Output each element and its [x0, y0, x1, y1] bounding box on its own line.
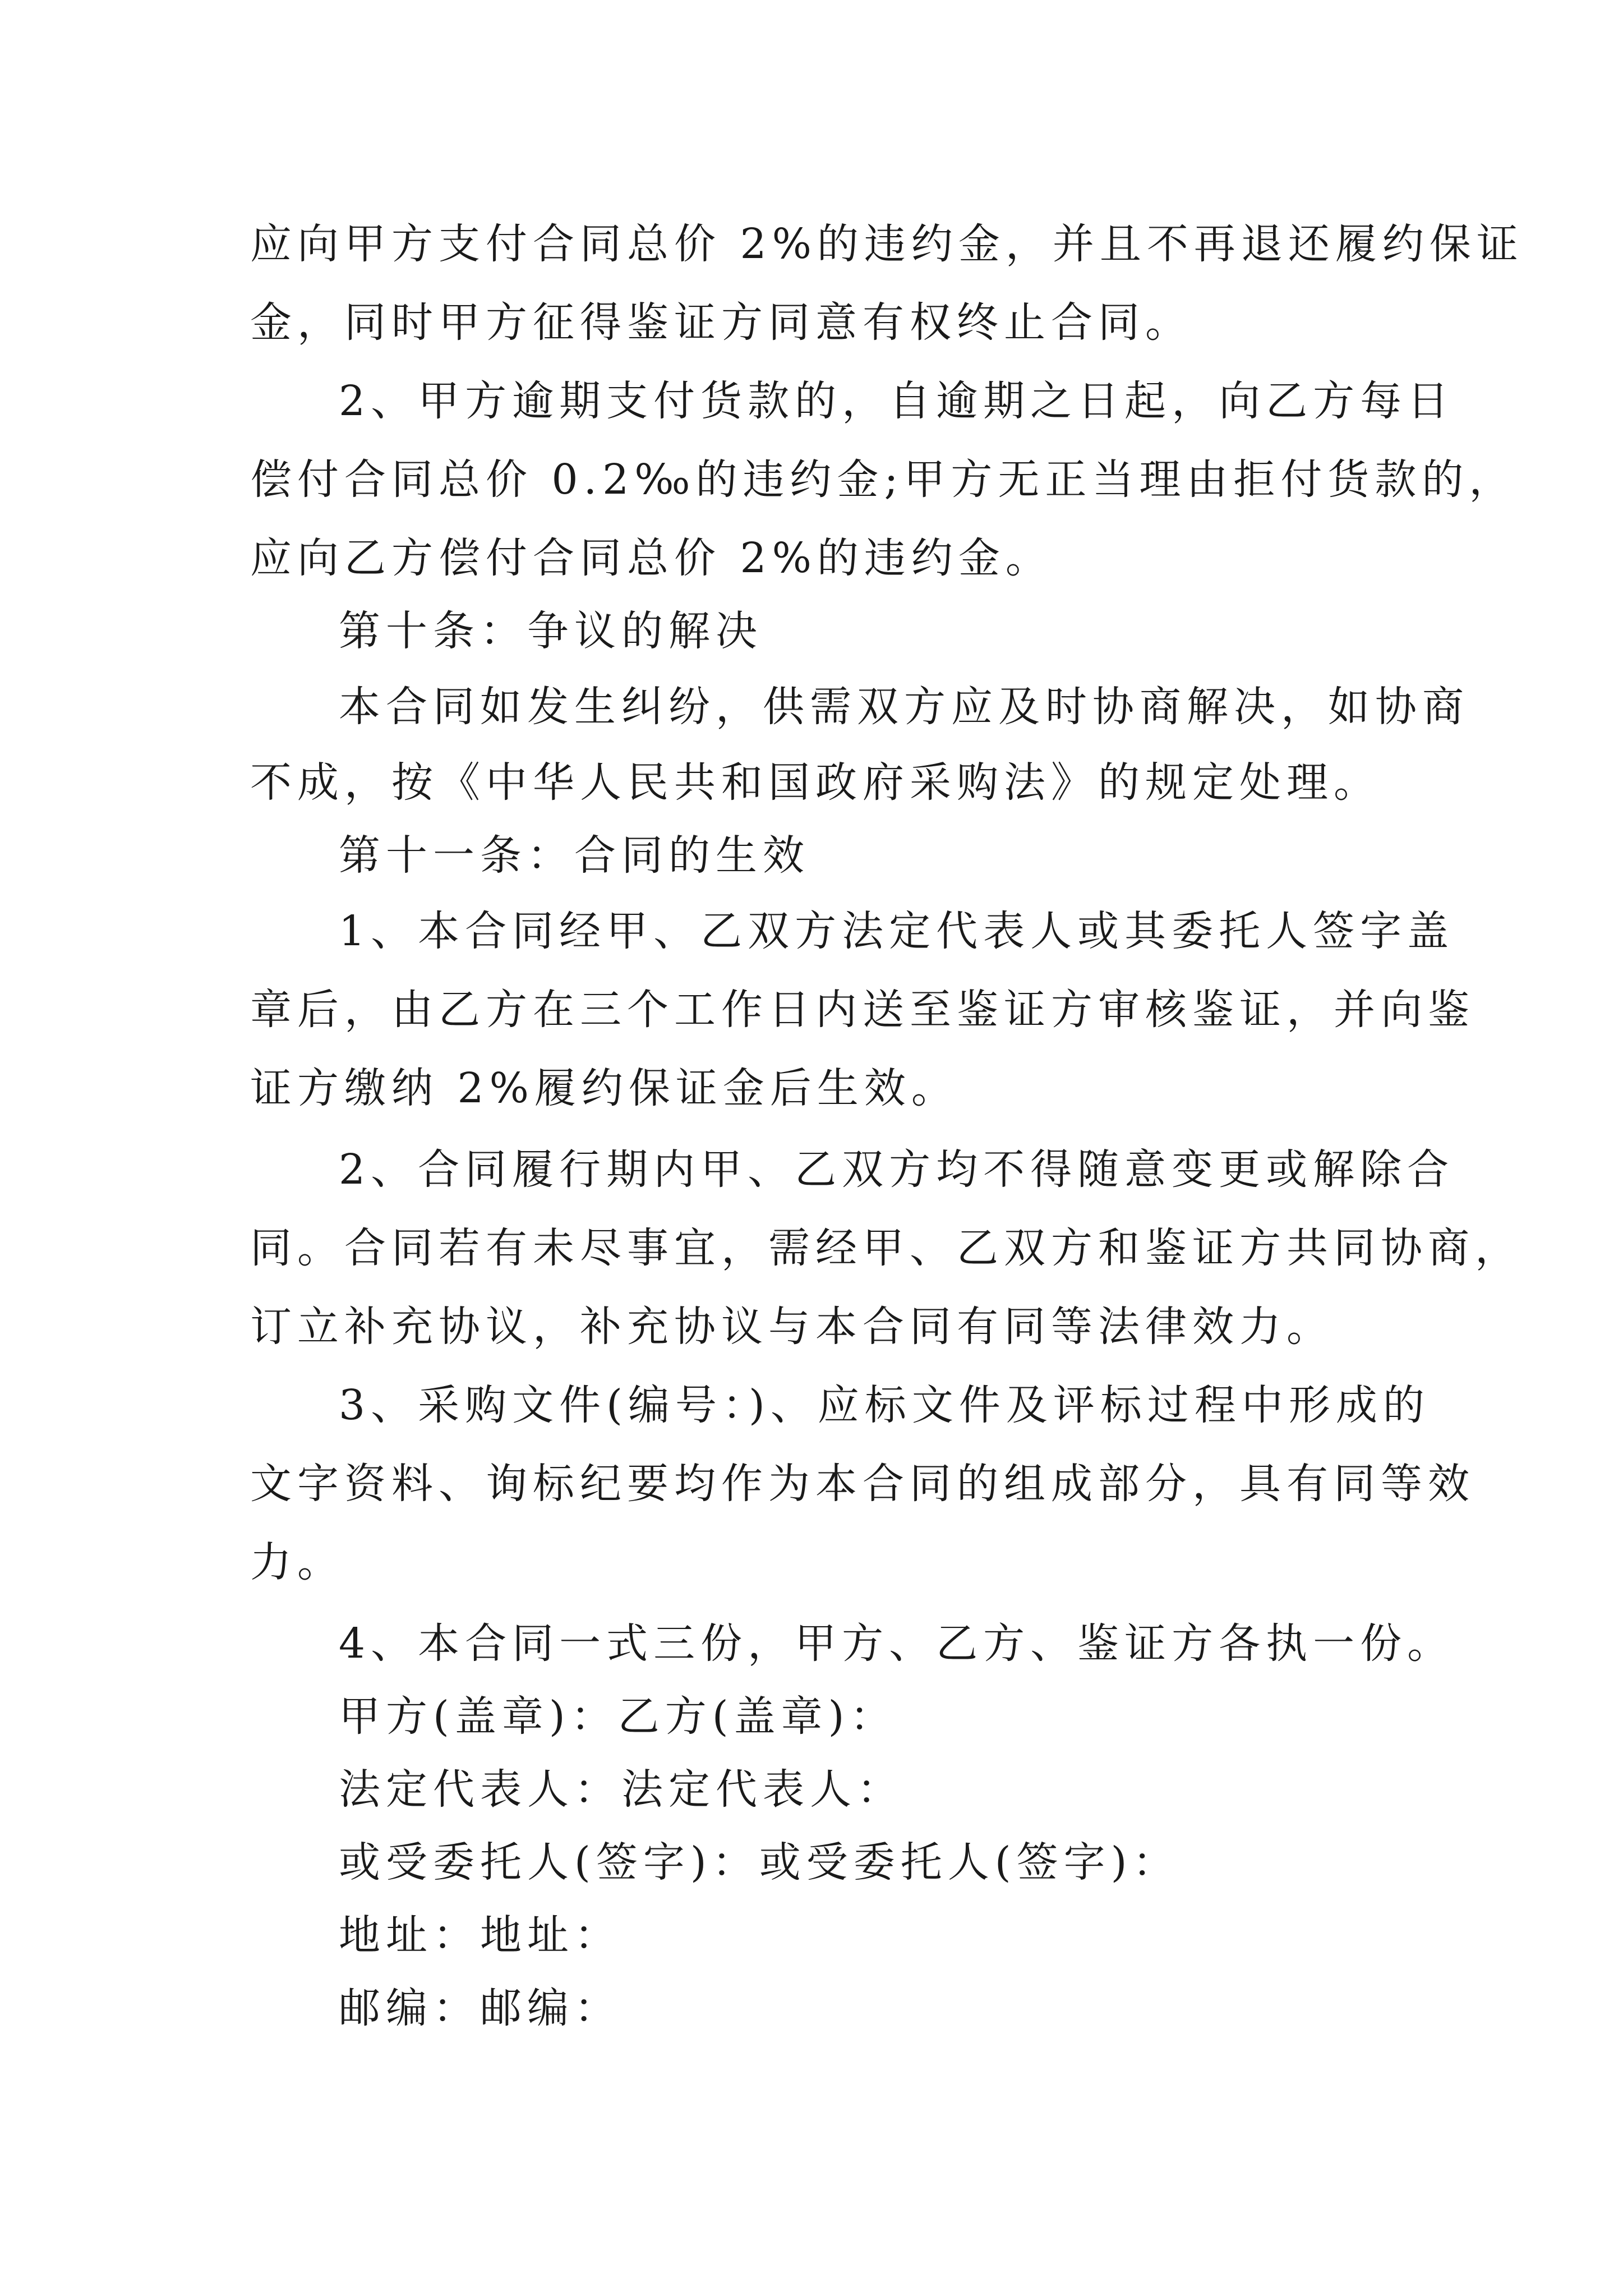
paragraph-line: 证方缴纳 2%履约保证金后生效。	[250, 1064, 958, 1112]
paragraph-line: 不成，按《中华人民共和国政府采购法》的规定处理。	[250, 758, 1381, 807]
paragraph-line: 金，同时甲方征得鉴证方同意有权终止合同。	[250, 298, 1192, 347]
section-heading: 第十一条：合同的生效	[339, 831, 810, 880]
paragraph-line: 4、本合同一式三份，甲方、乙方、鉴证方各执一份。	[339, 1619, 1455, 1668]
paragraph-line: 订立补充协议，补充协议与本合同有同等法律效力。	[250, 1303, 1334, 1351]
paragraph-line: 本合同如发生纠纷，供需双方应及时协商解决，如协商	[339, 683, 1469, 731]
signature-field: 法定代表人：法定代表人：	[339, 1765, 904, 1814]
address-field: 地址：地址：	[339, 1911, 621, 1959]
paragraph-line: 1、本合同经甲、乙双方法定代表人或其委托人签字盖	[339, 907, 1455, 955]
paragraph-line: 章后，由乙方在三个工作日内送至鉴证方审核鉴证，并向鉴	[250, 986, 1475, 1034]
paragraph-line: 3、采购文件(编号：)、应标文件及评标过程中形成的	[339, 1381, 1430, 1429]
postcode-field: 邮编：邮编：	[339, 1984, 621, 2032]
paragraph-line: 应向乙方偿付合同总价 2%的违约金。	[250, 534, 1053, 582]
paragraph-line: 应向甲方支付合同总价 2%的违约金，并且不再退还履约保证	[250, 220, 1524, 268]
section-heading: 第十条：争议的解决	[339, 607, 763, 655]
paragraph-line: 文字资料、询标纪要均作为本合同的组成部分，具有同等效	[250, 1460, 1475, 1508]
paragraph-line: 同。合同若有未尽事宜，需经甲、乙双方和鉴证方共同协商，	[250, 1224, 1522, 1272]
signature-field: 甲方(盖章)：乙方(盖章)：	[339, 1692, 897, 1741]
paragraph-line: 偿付合同总价 0.2‰的违约金;甲方无正当理由拒付货款的，	[250, 455, 1516, 504]
paragraph-line: 力。	[250, 1538, 344, 1586]
paragraph-line: 2、合同履行期内甲、乙双方均不得随意变更或解除合	[339, 1145, 1455, 1194]
signature-field: 或受委托人(签字)：或受委托人(签字)：	[339, 1838, 1180, 1887]
paragraph-line: 2、甲方逾期支付货款的，自逾期之日起，向乙方每日	[339, 377, 1455, 425]
